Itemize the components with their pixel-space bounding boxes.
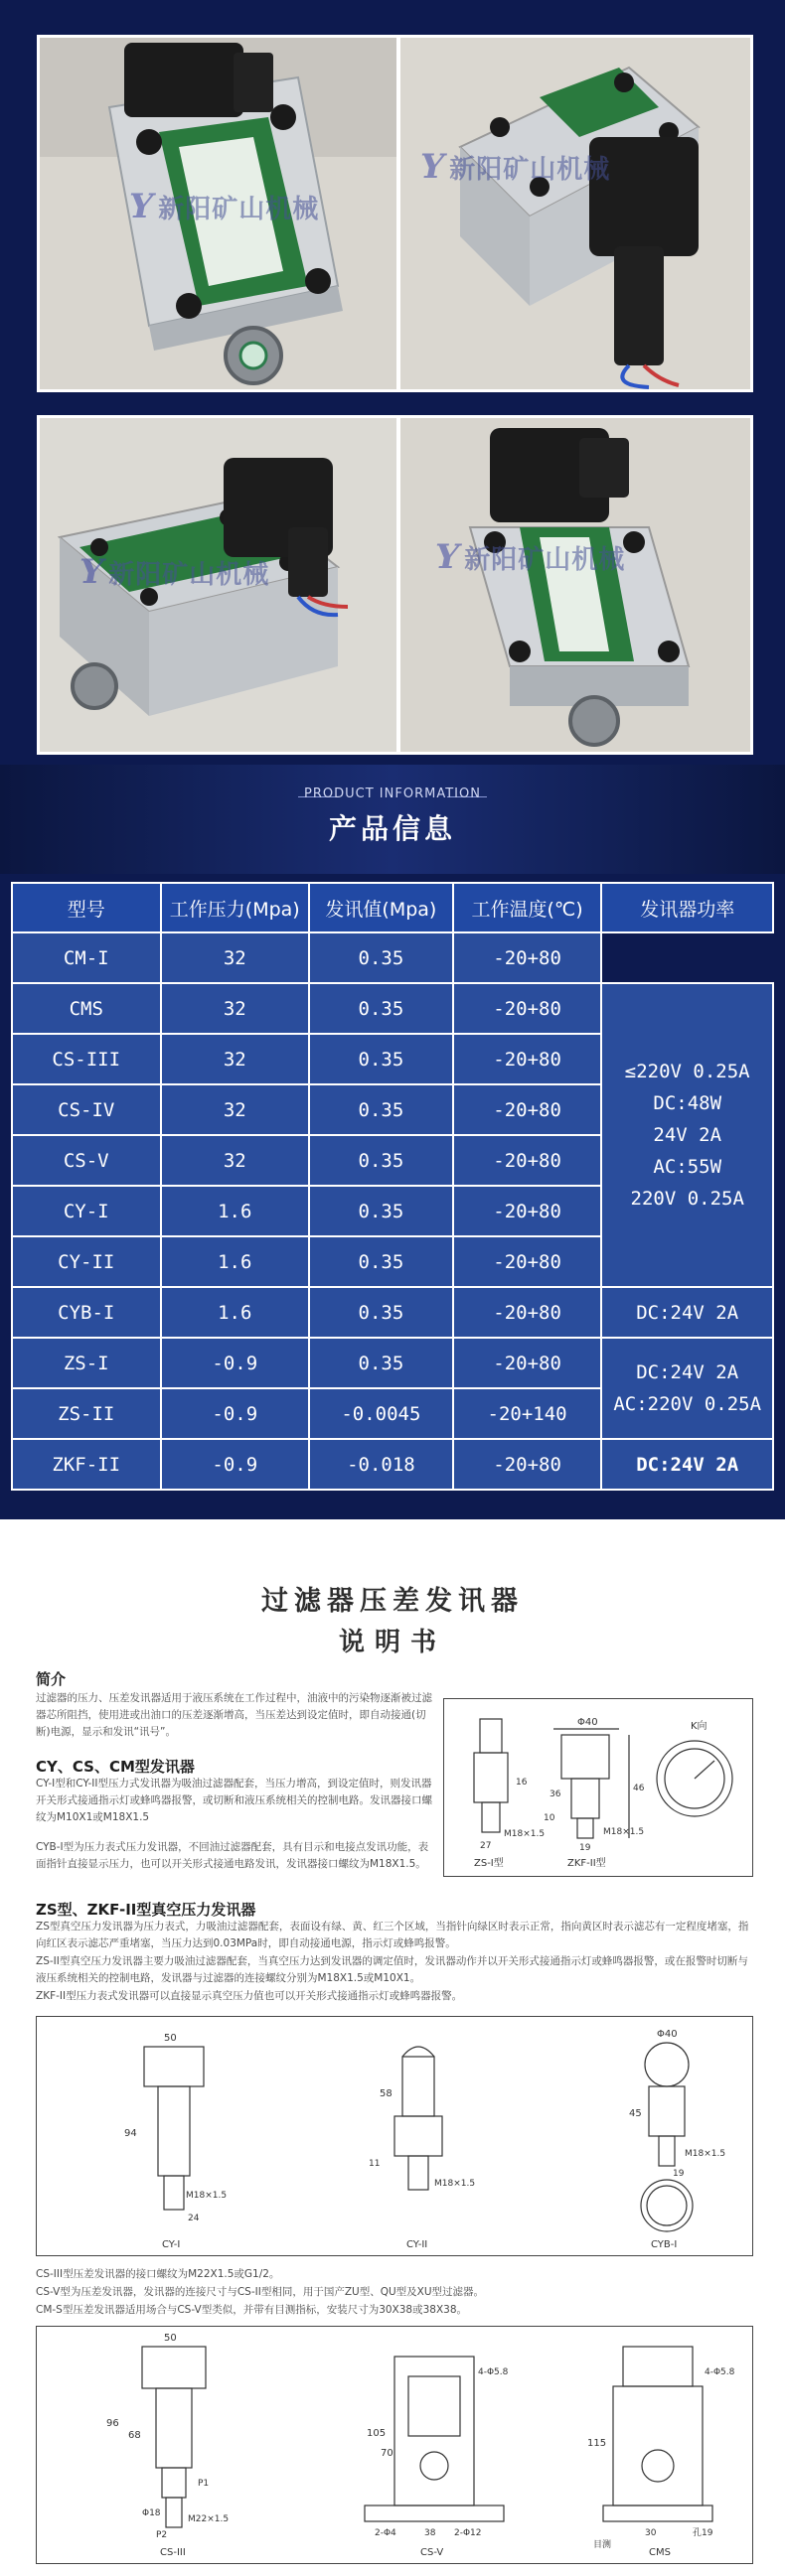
label-zkf: ZKF-II型: [567, 1858, 606, 1869]
label-cyb: CYB-I: [651, 2239, 678, 2250]
cell-signal: -0.018: [309, 1439, 453, 1490]
watermark-text: 新阳矿山机械: [464, 545, 626, 575]
dim-d105: 105: [367, 2428, 387, 2439]
dim-d50: 50: [164, 2033, 177, 2044]
dim-d27: 27: [480, 1841, 492, 1851]
cell-model: CS-IV: [12, 1084, 161, 1135]
zs-text-2: ZS-II型真空压力发讯器主要力吸油过滤器配套，当真空压力达到发讯器的调定值时，发讯器动作并以开关形式接通指示灯或蜂鸣器报警，或在报警时切断与液压系统相关的控制电路，发讯器与过滤器的连接螺纹分别为M18X1.5或M10X1。: [36, 1955, 748, 1984]
label-cy2: CY-II: [406, 2239, 428, 2250]
cell-model: CY-II: [12, 1236, 161, 1287]
dim-d16: 16: [516, 1778, 528, 1788]
dim-m22: M22×1.5: [188, 2514, 230, 2524]
label-cms: CMS: [649, 2547, 671, 2558]
cell-power-group: [601, 983, 773, 1287]
zs-heading: ZS型、ZKF-II型真空压力发讯器: [36, 1901, 256, 1919]
dim-m18-zkf: M18×1.5: [603, 1827, 645, 1837]
cell-signal: 0.35: [309, 1084, 453, 1135]
power-line: DC:24V 2A: [636, 1453, 739, 1476]
watermark-text: 新阳矿山机械: [108, 560, 270, 590]
dim-d24: 24: [188, 2214, 200, 2223]
cell-model: CM-I: [12, 932, 161, 983]
dim-d10: 10: [544, 1813, 555, 1823]
dim-d19: 19: [579, 1843, 591, 1853]
watermark-text: 新阳矿山机械: [158, 195, 320, 224]
spec-row: [12, 1287, 773, 1338]
spec-table: [11, 882, 774, 1491]
cy-text-2: CYB-I型为压力表式压力发讯器，不回油过滤器配套，具有目示和电接点发讯功能，表面指针直接显示压力，也可以开关形式接通电路发讯，发讯器接口螺纹为M18X1.5。: [36, 1841, 429, 1870]
diagram-cy: [36, 2016, 753, 2256]
cell-temperature: -20+140: [453, 1388, 602, 1439]
dim-holes-cms: 4-Φ5.8: [705, 2367, 735, 2377]
dim-d38-cs5: 38: [424, 2528, 436, 2538]
header-temperature: 工作温度(℃): [453, 883, 602, 932]
cell-temperature: -20+80: [453, 932, 602, 983]
spec-header-row: [12, 883, 773, 932]
cell-model: CS-V: [12, 1135, 161, 1186]
cell-pressure: 32: [161, 932, 310, 983]
cell-model: ZS-I: [12, 1338, 161, 1388]
cell-power-group: [601, 1338, 773, 1439]
dim-d19-cyb: 19: [673, 2169, 685, 2179]
dim-d70: 70: [381, 2448, 393, 2459]
cs-drawing: [37, 2327, 751, 2562]
intro-text: 过滤器的压力、压差发讯器适用于液压系统在工作过程中，油液中的污染物逐渐被过滤器芯所阻挡，使用进或出油口的压差逐渐增高，当压差达到设定值时，即自动接通(切断)电源，显示和发讯“讯号”。: [36, 1692, 432, 1738]
cell-signal: 0.35: [309, 1135, 453, 1186]
cs-text-3: CM-S型压差发讯器适用场合与CS-V型类似，并带有目测指标，安装尺寸为30X38或38X38。: [36, 2304, 468, 2316]
cs-text-2: CS-V型为压差发讯器，发讯器的连接尺寸与CS-II型相同，用于国产ZU型、QU型及XU型过滤器。: [36, 2286, 485, 2298]
dim-holes-cs5: 4-Φ5.8: [478, 2367, 509, 2377]
label-zs1: ZS-I型: [474, 1858, 504, 1869]
spec-row: [12, 1439, 773, 1490]
dim-d45: 45: [629, 2108, 642, 2119]
dim-k-label: K向: [691, 1721, 707, 1732]
watermark-logo: Y: [420, 147, 446, 187]
dim-d46: 46: [633, 1784, 645, 1793]
cell-model: CYB-I: [12, 1287, 161, 1338]
cell-temperature: -20+80: [453, 983, 602, 1034]
banner-subtitle: PRODUCT INFORMATION: [304, 787, 481, 801]
cell-model: ZS-II: [12, 1388, 161, 1439]
diagram-zs-zkf: [443, 1698, 753, 1877]
banner-title: 产品信息: [328, 812, 456, 845]
dim-muce: 目测: [593, 2540, 612, 2550]
cell-pressure: 32: [161, 1034, 310, 1084]
cs-text-1: CS-III型压差发讯器的接口螺纹为M22X1.5或G1/2。: [36, 2268, 280, 2280]
dim-p1: P1: [198, 2479, 210, 2489]
watermark: [79, 552, 269, 592]
cell-signal: 0.35: [309, 1034, 453, 1084]
zs-text-3: ZKF-II型压力表式发讯器可以直接显示真空压力值也可以开关形式接通指示灯或蜂鸣器报警。: [36, 1990, 463, 2002]
cell-power-group: [601, 1439, 773, 1490]
dim-d11: 11: [369, 2159, 381, 2169]
manual-subtitle: 说明书: [338, 1628, 446, 1657]
cell-temperature: -20+80: [453, 1287, 602, 1338]
instruction-manual: [0, 1519, 785, 2576]
dim-d96: 96: [106, 2418, 119, 2429]
dim-d30: 30: [645, 2528, 657, 2538]
watermark: [420, 147, 610, 187]
cell-signal: 0.35: [309, 1338, 453, 1388]
product-photo-2: [397, 35, 753, 392]
cell-pressure: 32: [161, 1084, 310, 1135]
watermark-logo: Y: [435, 537, 461, 577]
cell-signal: -0.0045: [309, 1388, 453, 1439]
dim-d58: 58: [380, 2088, 392, 2099]
power-line: DC:48W: [653, 1092, 722, 1114]
label-cs3: CS-III: [160, 2547, 186, 2558]
cy-heading: CY、CS、CM型发讯器: [36, 1758, 195, 1776]
cell-pressure: -0.9: [161, 1439, 310, 1490]
cell-pressure: 1.6: [161, 1236, 310, 1287]
zs-text-1: ZS型真空压力发讯器为压力表式，力吸油过滤器配套，表面设有绿、黄、红三个区域，当指针向绿区时表示正常，指向黄区时表示滤芯有一定程度堵塞，指向红区表示滤芯严重堵塞，当压力达到0.03MPa时，即自动接通电源，指示灯或蜂鸣报警。: [36, 1921, 749, 1949]
header-model: 型号: [12, 883, 161, 932]
dim-m18-cy1: M18×1.5: [186, 2191, 228, 2201]
power-line: ≤220V 0.25A: [624, 1061, 750, 1082]
intro-heading: 简介: [36, 1670, 67, 1688]
header-pressure: 工作压力(Mpa): [161, 883, 310, 932]
dim-m18-zs: M18×1.5: [504, 1829, 546, 1839]
section-banner: [0, 765, 785, 874]
spec-row: [12, 983, 773, 1034]
dim-d36: 36: [550, 1789, 561, 1799]
cell-temperature: -20+80: [453, 1338, 602, 1388]
cell-model: ZKF-II: [12, 1439, 161, 1490]
watermark-text: 新阳矿山机械: [449, 155, 611, 185]
cell-model: CY-I: [12, 1186, 161, 1236]
manual-title: 过滤器压差发讯器: [261, 1586, 524, 1617]
power-line: AC:220V 0.25A: [613, 1393, 762, 1415]
dim-m18-cy2: M18×1.5: [434, 2179, 476, 2189]
cell-pressure: 32: [161, 1135, 310, 1186]
dim-m18-cyb: M18×1.5: [685, 2149, 726, 2159]
product-photo-3: [37, 415, 399, 755]
cell-power-group: [601, 1287, 773, 1338]
cell-pressure: 1.6: [161, 1287, 310, 1338]
cell-temperature: -20+80: [453, 1084, 602, 1135]
cy-text-1: CY-I型和CY-II型压力式发讯器为吸油过滤器配套，当压力增高，到设定值时，则发讯器开关形式接通指示灯或蜂鸣器报警，或切断和液压系统相关的控制电路。发讯器接口螺纹为M10X1或M18X1.5: [36, 1778, 432, 1823]
header-power: 发讯器功率: [601, 883, 773, 932]
dim-d40: Φ40: [577, 1717, 598, 1728]
cell-signal: 0.35: [309, 1236, 453, 1287]
label-cs5: CS-V: [420, 2547, 444, 2558]
diagram-cs: [36, 2326, 753, 2564]
cy-drawing: [37, 2017, 751, 2254]
power-line: 220V 0.25A: [630, 1188, 744, 1210]
cell-temperature: -20+80: [453, 1135, 602, 1186]
power-line: AC:55W: [653, 1156, 722, 1178]
watermark: [129, 187, 319, 226]
cell-pressure: 32: [161, 983, 310, 1034]
cell-pressure: -0.9: [161, 1388, 310, 1439]
cell-signal: 0.35: [309, 1287, 453, 1338]
zs-zkf-drawing: [444, 1699, 751, 1875]
cell-temperature: -20+80: [453, 1236, 602, 1287]
cell-signal: 0.35: [309, 932, 453, 983]
cell-signal: 0.35: [309, 1186, 453, 1236]
header-signal: 发讯值(Mpa): [309, 883, 453, 932]
dim-p2: P2: [156, 2530, 168, 2540]
dim-kong: 孔19: [693, 2528, 713, 2538]
cell-temperature: -20+80: [453, 1439, 602, 1490]
product-photo-1: [37, 35, 399, 392]
power-line: 24V 2A: [653, 1124, 722, 1146]
dim-h12-cs5: 2-Φ12: [454, 2528, 482, 2538]
dim-d18: Φ18: [142, 2508, 161, 2518]
watermark-logo: Y: [129, 187, 155, 226]
dim-d94: 94: [124, 2128, 137, 2139]
dim-d50-cs3: 50: [164, 2333, 177, 2344]
watermark: [435, 537, 625, 577]
cell-model: CMS: [12, 983, 161, 1034]
cell-pressure: -0.9: [161, 1338, 310, 1388]
spec-row: [12, 1338, 773, 1388]
dim-d115: 115: [587, 2438, 607, 2449]
label-cy1: CY-I: [162, 2239, 181, 2250]
cell-signal: 0.35: [309, 983, 453, 1034]
cell-temperature: -20+80: [453, 1034, 602, 1084]
spec-row: [12, 932, 773, 983]
power-line: DC:24V 2A: [636, 1301, 739, 1324]
dim-d40-cyb: Φ40: [657, 2029, 678, 2040]
dim-d68: 68: [128, 2430, 141, 2441]
cell-model: CS-III: [12, 1034, 161, 1084]
power-line: DC:24V 2A: [636, 1361, 739, 1383]
watermark-logo: Y: [79, 552, 105, 592]
cell-pressure: 1.6: [161, 1186, 310, 1236]
product-photo-4: [397, 415, 753, 755]
dim-h2-cs5: 2-Φ4: [375, 2528, 396, 2538]
cell-temperature: -20+80: [453, 1186, 602, 1236]
